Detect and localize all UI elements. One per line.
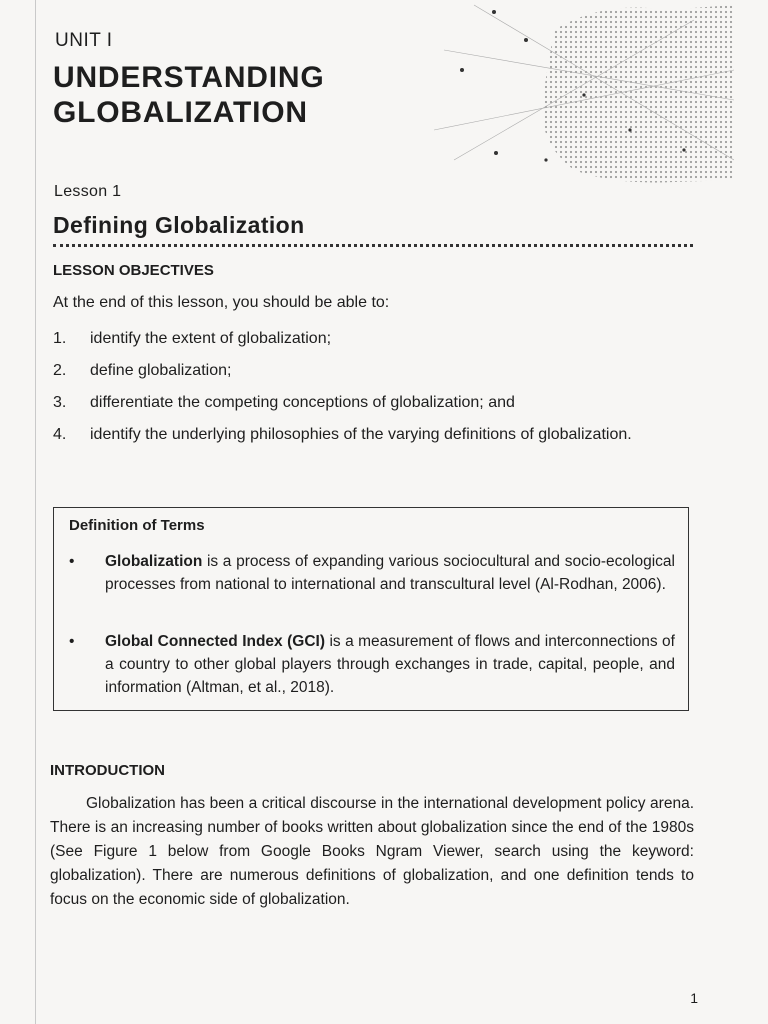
objective-item — [53, 360, 693, 382]
objective-text: identify the extent of globalization; — [90, 330, 332, 347]
bullet: • — [69, 633, 75, 650]
dotted-divider — [53, 244, 693, 247]
objective-number: 4. — [53, 426, 67, 443]
definition-of-terms-box — [53, 507, 689, 711]
definitions-heading: Definition of Terms — [69, 517, 205, 534]
unit-title-line1: UNDERSTANDING — [53, 61, 325, 94]
objective-number: 2. — [53, 362, 67, 379]
objective-number: 3. — [53, 394, 67, 411]
definition-item — [69, 630, 675, 699]
objectives-intro: At the end of this lesson, you should be able to: — [53, 294, 390, 311]
objective-text: define globalization; — [90, 362, 232, 379]
objective-item — [53, 424, 693, 446]
objective-number: 1. — [53, 330, 67, 347]
objective-text: differentiate the competing conceptions of globalization; and — [90, 394, 515, 411]
objective-item — [53, 392, 693, 414]
introduction-paragraph: Globalization has been a critical discourse in the international development policy arena. There is an increasing number of books written about globalization since the end of the 1980s (See Figure 1 below from Google Books Ngram Viewer, search using the keyword: globalization). There are numerous definitions of globalization, and one definition tends to focus on the economic side of globalization. — [50, 795, 694, 908]
definition-term: Global Connected Index (GCI) — [105, 633, 325, 650]
unit-title-line2: GLOBALIZATION — [53, 96, 308, 129]
globe-dot-map-decoration — [434, 0, 734, 185]
objective-item — [53, 328, 693, 350]
lesson-label: Lesson 1 — [54, 183, 122, 200]
lesson-title: Defining Globalization — [53, 212, 305, 238]
unit-title — [53, 60, 325, 130]
page-spine-edge — [35, 0, 36, 1024]
page-number: 1 — [690, 990, 698, 1006]
unit-label: UNIT I — [55, 30, 113, 51]
definition-text: is a process of expanding various sociocultural and socio-ecological processes from national to international and transcultural level (Al-Rodhan, 2006). — [105, 553, 675, 593]
definition-term: Globalization — [105, 553, 203, 570]
objective-text: identify the underlying philosophies of the varying definitions of globalization. — [90, 426, 632, 443]
definition-text: is a measurement of flows and interconnections of a country to other global players through exchanges in trade, capital, people, and information (Altman, et al., 2018). — [105, 633, 675, 696]
objectives-list — [53, 328, 693, 456]
objectives-heading: LESSON OBJECTIVES — [53, 262, 214, 279]
definition-item — [69, 550, 675, 596]
bullet: • — [69, 553, 75, 570]
introduction-heading: INTRODUCTION — [50, 762, 165, 779]
